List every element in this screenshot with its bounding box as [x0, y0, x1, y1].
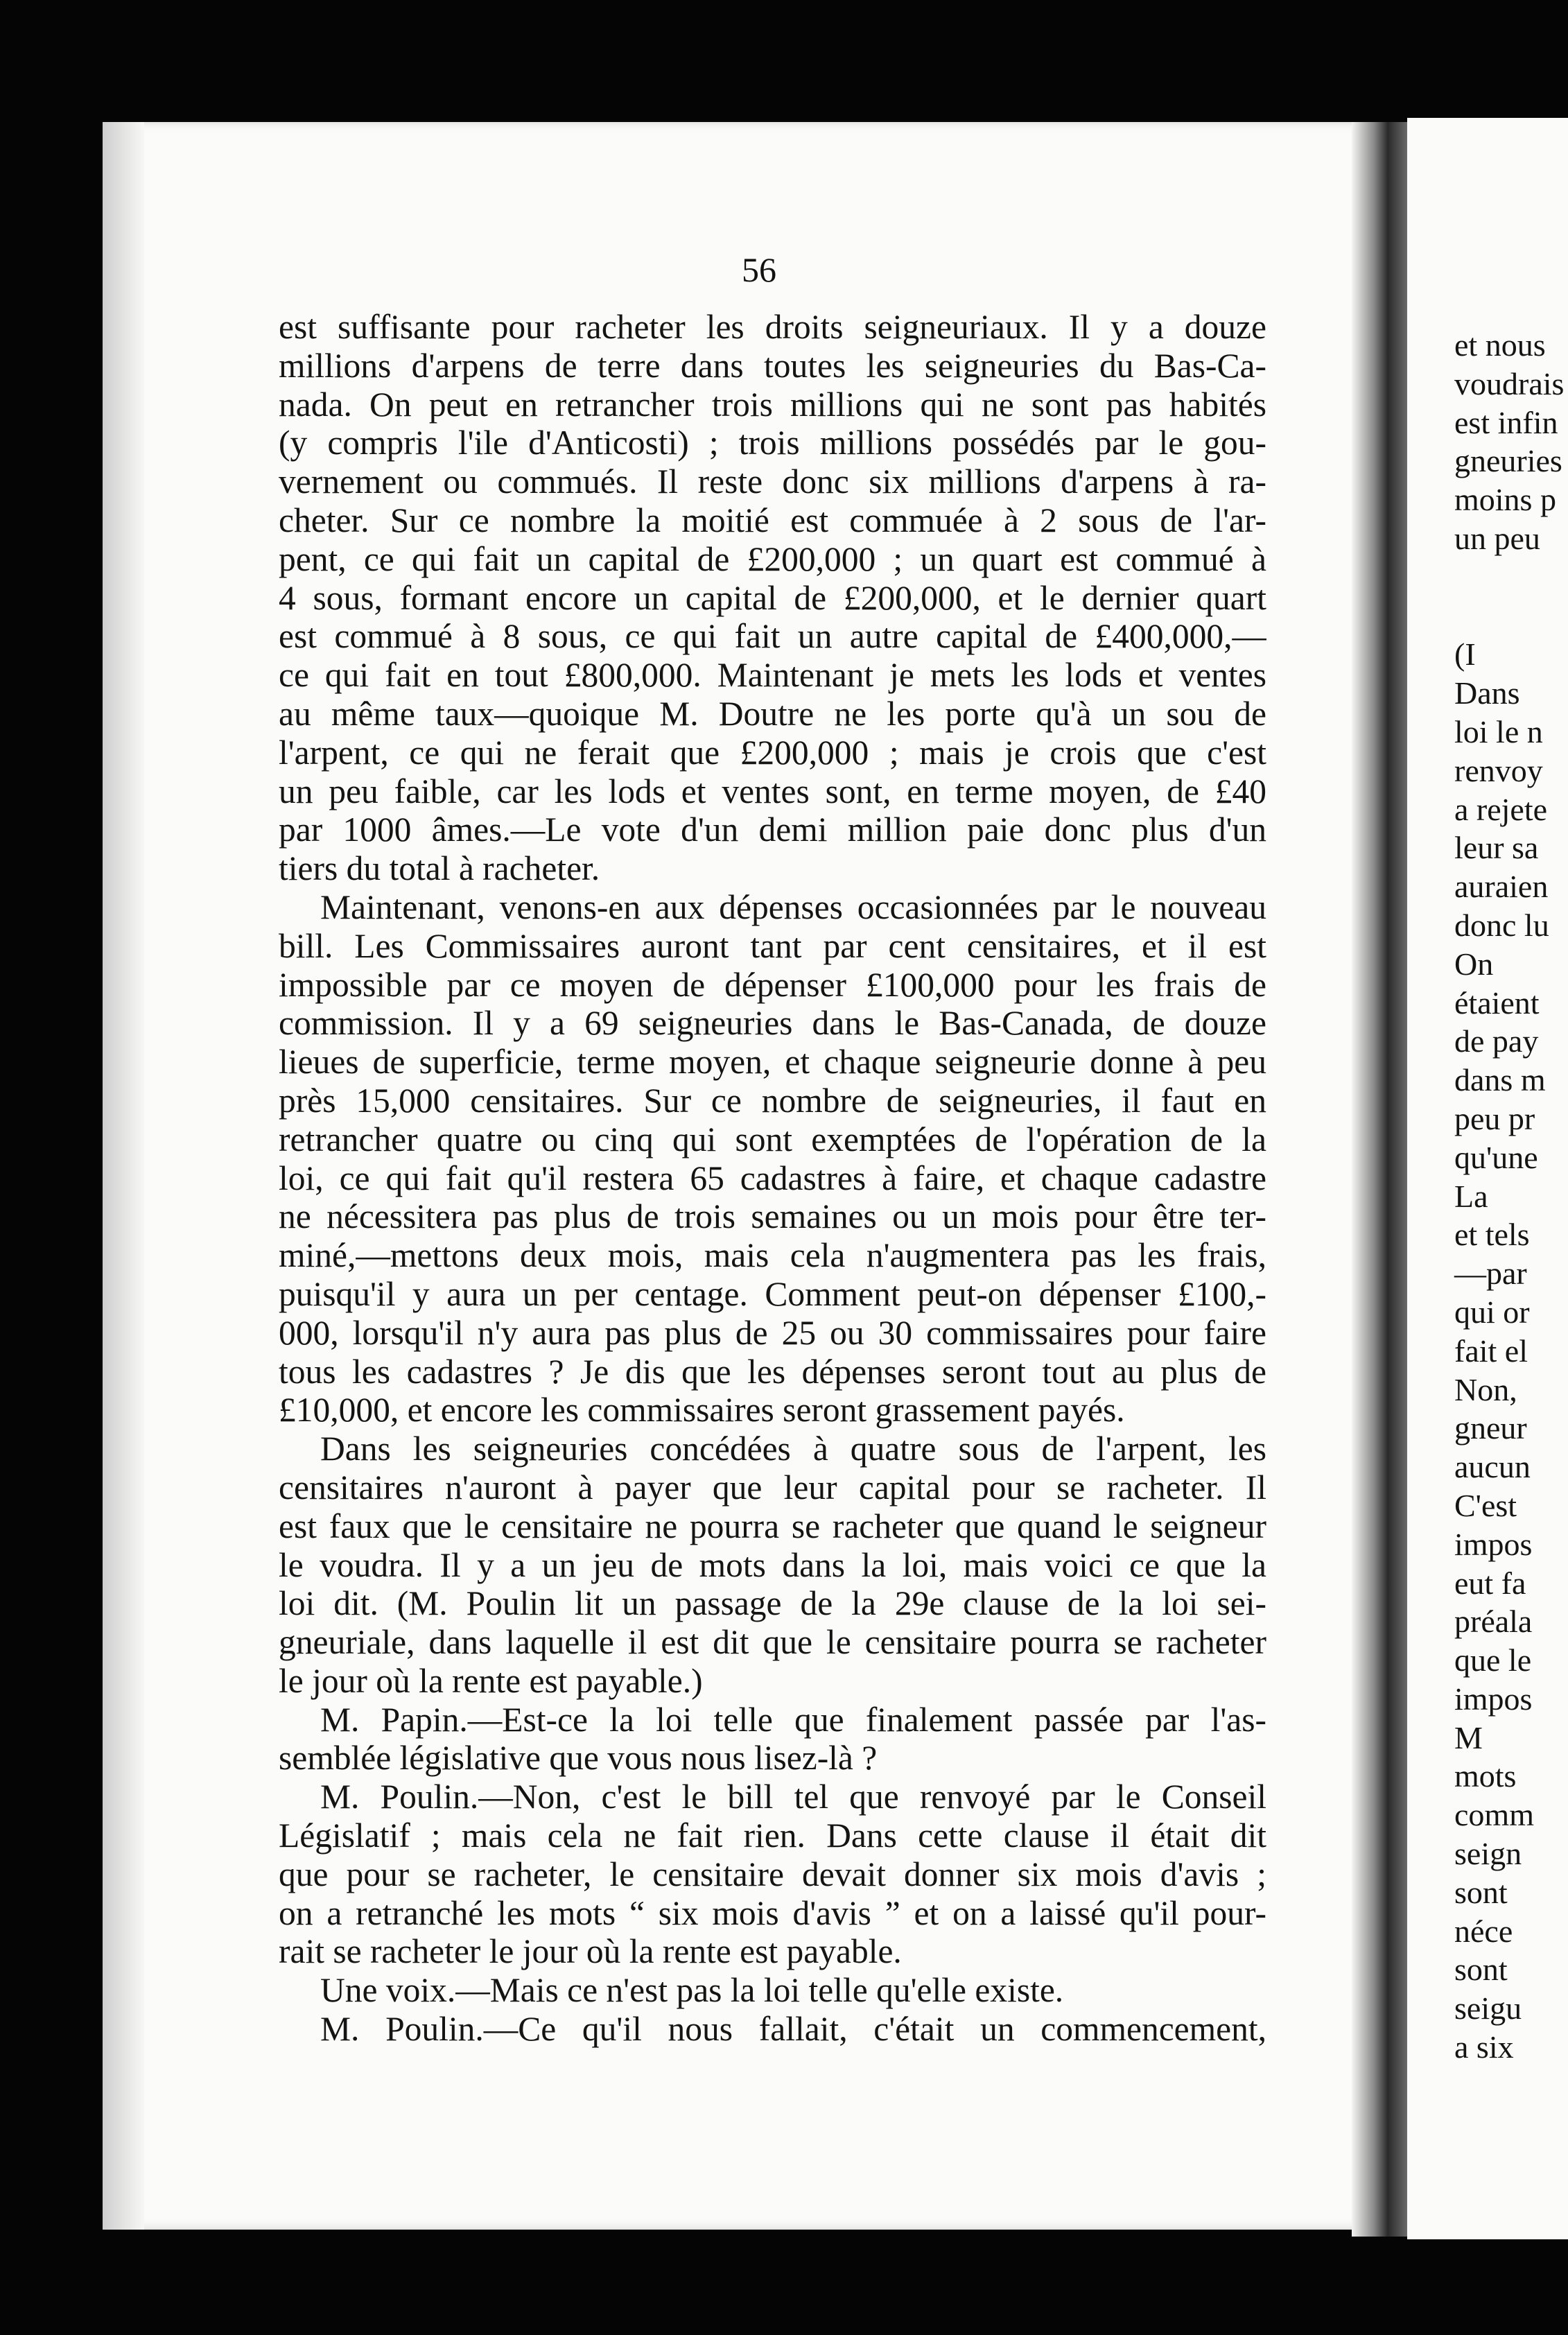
- facing-line: gneur: [1454, 1410, 1527, 1446]
- text-line: par 1000 âmes.—Le vote d'un demi million paie donc plus d'un: [279, 810, 1266, 849]
- text-line: au même taux—quoique M. Doutre ne les porte qu'à un sou de: [279, 694, 1266, 733]
- text-line: le jour où la rente est payable.): [279, 1661, 703, 1700]
- text-line: £10,000, et encore les commissaires seront grassement payés.: [279, 1391, 1125, 1430]
- text-line: un peu faible, car les lods et ventes sont, en terme moyen, de £40: [279, 772, 1266, 810]
- text-line: vernement ou commués. Il reste donc six millions d'arpens à ra-: [279, 462, 1266, 501]
- facing-line: de pay: [1454, 1023, 1539, 1059]
- facing-line: —par: [1454, 1256, 1527, 1292]
- text-line: loi, ce qui fait qu'il restera 65 cadastres à faire, et chaque cadastre: [279, 1158, 1266, 1197]
- facing-line: Dans: [1454, 675, 1520, 711]
- facing-line: renvoy: [1454, 752, 1543, 788]
- facing-line: peu pr: [1454, 1100, 1535, 1136]
- text-line: Maintenant, venons-en aux dépenses occasionnées par le nouveau: [320, 887, 1266, 926]
- facing-line: étaient: [1454, 984, 1540, 1021]
- facing-line: gneuries: [1454, 443, 1562, 479]
- speaker-line: Une voix.—Mais ce n'est pas la loi telle qu'elle existe.: [320, 1971, 1064, 2010]
- facing-line: a six: [1454, 2029, 1514, 2065]
- text-line: ne nécessitera pas plus de trois semaines ou un mois pour être ter-: [279, 1197, 1266, 1236]
- facing-line: La: [1454, 1178, 1488, 1214]
- facing-line: est infin: [1454, 404, 1558, 440]
- text-line: loi dit. (M. Poulin lit un passage de la 29e clause de la loi sei-: [279, 1584, 1266, 1623]
- facing-line: C'est: [1454, 1487, 1517, 1523]
- facing-line: leur sa: [1454, 830, 1539, 866]
- facing-line: aucun: [1454, 1449, 1531, 1485]
- text-line: Dans les seigneuries concédées à quatre sous de l'arpent, les: [320, 1430, 1266, 1468]
- facing-line: fait el: [1454, 1333, 1528, 1369]
- text-line: retrancher quatre ou cinq qui sont exemptées de l'opération de la: [279, 1120, 1266, 1158]
- text-line: pent, ce qui fait un capital de £200,000 ; un quart est commué à: [279, 539, 1266, 578]
- facing-line: néce: [1454, 1913, 1513, 1949]
- facing-line: seign: [1454, 1836, 1522, 1872]
- facing-line: auraien: [1454, 869, 1549, 905]
- facing-line: On: [1454, 946, 1494, 982]
- text-line: 4 sous, formant encore un capital de £200,000, et le dernier quart: [279, 578, 1266, 617]
- text-line: impossible par ce moyen de dépenser £100,000 pour les frais de: [279, 965, 1266, 1004]
- text-line: est commué à 8 sous, ce qui fait un autre capital de £400,000,—: [279, 617, 1266, 656]
- facing-line: a rejete: [1454, 791, 1548, 827]
- speaker-line: M. Poulin.—Ce qu'il nous fallait, c'était un commencement,: [320, 2010, 1266, 2049]
- text-line: gneuriale, dans laquelle il est dit que le censitaire pourra se racheter: [279, 1623, 1266, 1662]
- body-text: [279, 308, 1266, 2049]
- text-line: puisqu'il y aura un per centage. Comment peut-on dépenser £100,-: [279, 1274, 1266, 1313]
- facing-line: moins p: [1454, 482, 1556, 518]
- facing-line: [1454, 597, 1568, 636]
- facing-line: comm: [1454, 1797, 1534, 1833]
- facing-line: mots: [1454, 1758, 1517, 1794]
- text-line: l'arpent, ce qui ne ferait que £200,000 ; mais je crois que c'est: [279, 733, 1266, 772]
- text-line: miné,—mettons deux mois, mais cela n'augmentera pas les frais,: [279, 1236, 1266, 1275]
- text-line: le voudra. Il y a un jeu de mots dans la loi, mais voici ce que la: [279, 1545, 1266, 1584]
- page-number: 56: [742, 250, 776, 289]
- facing-line: eut fa: [1454, 1565, 1526, 1601]
- facing-line: impos: [1454, 1526, 1533, 1562]
- text-line: tiers du total à racheter.: [279, 849, 600, 888]
- text-line: lieues de superficie, terme moyen, et chaque seigneurie donne à peu: [279, 1043, 1266, 1082]
- text-line: tous les cadastres ? Je dis que les dépenses seront tout au plus de: [279, 1352, 1266, 1391]
- text-line: cheter. Sur ce nombre la moitié est commuée à 2 sous de l'ar-: [279, 501, 1266, 539]
- text-line: on a retranché les mots “ six mois d'avis ” et on a laissé qu'il pour-: [279, 1893, 1266, 1932]
- facing-line: que le: [1454, 1642, 1532, 1678]
- facing-line: seigu: [1454, 1990, 1522, 2026]
- text-line: bill. Les Commissaires auront tant par cent censitaires, et il est: [279, 926, 1266, 965]
- facing-page-text: [1454, 326, 1568, 2067]
- text-line: Législatif ; mais cela ne fait rien. Dans cette clause il était dit: [279, 1816, 1266, 1855]
- facing-line: et nous: [1454, 327, 1546, 363]
- facing-line: un peu: [1454, 520, 1540, 556]
- text-line: commission. Il y a 69 seigneuries dans le Bas-Canada, de douze: [279, 1004, 1266, 1043]
- facing-line: préala: [1454, 1604, 1533, 1640]
- facing-line: sont: [1454, 1874, 1508, 1910]
- text-line: est faux que le censitaire ne pourra se racheter que quand le seigneur: [279, 1507, 1266, 1545]
- facing-line: M: [1454, 1719, 1483, 1755]
- book-gutter: [1352, 122, 1407, 2237]
- text-line: nada. On peut en retrancher trois millions qui ne sont pas habités: [279, 385, 1266, 424]
- facing-line: qui or: [1454, 1294, 1530, 1330]
- text-line: 000, lorsqu'il n'y aura pas plus de 25 ou 30 commissaires pour faire: [279, 1313, 1266, 1352]
- facing-line: donc lu: [1454, 907, 1549, 943]
- text-line: millions d'arpens de terre dans toutes les seigneuries du Bas-Ca-: [279, 346, 1266, 385]
- text-line: semblée législative que vous nous lisez-là ?: [279, 1739, 878, 1778]
- text-line: (y compris l'ile d'Anticosti) ; trois millions possédés par le gou-: [279, 424, 1266, 462]
- facing-line: sont: [1454, 1952, 1508, 1988]
- text-line: près 15,000 censitaires. Sur ce nombre de seigneuries, il faut en: [279, 1081, 1266, 1120]
- facing-line: dans m: [1454, 1062, 1546, 1098]
- facing-line: [1454, 558, 1568, 597]
- facing-line: loi le n: [1454, 713, 1543, 749]
- speaker-line: M. Poulin.—Non, c'est le bill tel que renvoyé par le Conseil: [320, 1778, 1266, 1816]
- facing-line: et tels: [1454, 1217, 1530, 1253]
- text-line: censitaires n'auront à payer que leur capital pour se racheter. Il: [279, 1468, 1266, 1507]
- facing-line: Non,: [1454, 1371, 1517, 1407]
- facing-line: voudrais: [1454, 365, 1565, 401]
- text-line: est suffisante pour racheter les droits seigneuriaux. Il y a douze: [279, 308, 1266, 346]
- speaker-line: M. Papin.—Est-ce la loi telle que finalement passée par l'as-: [320, 1700, 1266, 1739]
- facing-line: qu'une: [1454, 1139, 1538, 1175]
- text-line: rait se racheter le jour où la rente est payable.: [279, 1932, 902, 1971]
- facing-line: (I: [1454, 636, 1476, 672]
- text-line: ce qui fait en tout £800,000. Maintenant je mets les lods et ventes: [279, 656, 1266, 695]
- facing-line: impos: [1454, 1681, 1533, 1717]
- text-line: que pour se racheter, le censitaire devait donner six mois d'avis ;: [279, 1855, 1266, 1893]
